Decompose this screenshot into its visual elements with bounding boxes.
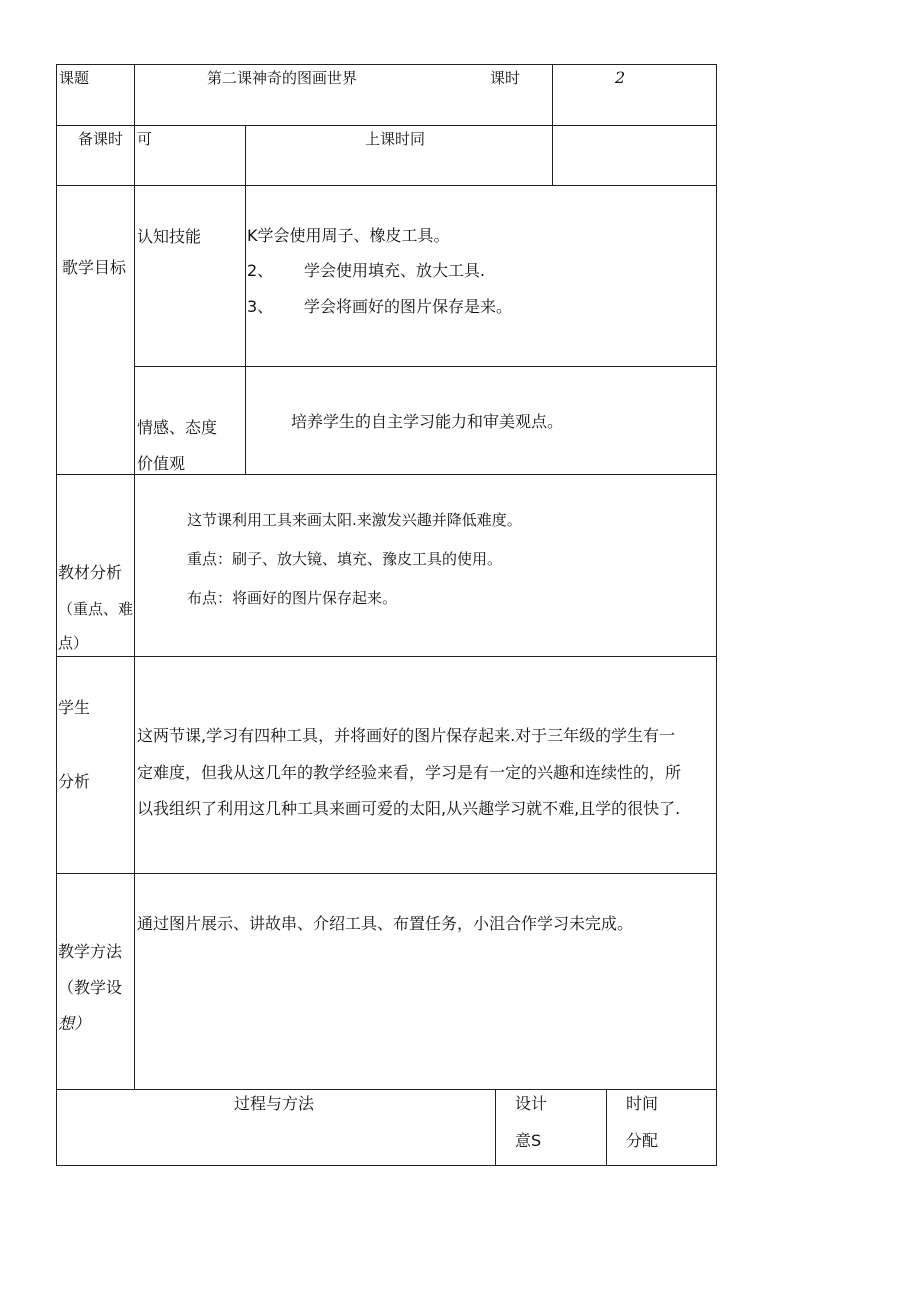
- cognitive-item-2-number: 2、: [247, 261, 274, 280]
- prep-time-value: 可: [137, 130, 153, 148]
- material-line-3: 布点：将画好的图片保存起来。: [187, 589, 398, 607]
- cognitive-item-1: K学会使用周子、橡皮工具。: [247, 226, 450, 245]
- method-label-2: （教学设: [58, 978, 123, 997]
- material-line-2: 重点：刷子、放大镜、填充、豫皮工具的使用。: [187, 550, 503, 568]
- material-label-3: 点）: [58, 634, 89, 652]
- student-line-1: 这两节课,学习有四种工具，并将画好的图片保存起来.对于三年级的学生有一: [137, 726, 676, 745]
- material-label-2: （重点、难: [58, 600, 134, 618]
- objectives-label: 歌学目标: [62, 258, 127, 277]
- method-label-1: 教学方法: [58, 942, 123, 961]
- time-label-1: 时间: [626, 1094, 659, 1113]
- student-line-2: 定难度，但我从这几年的教学经验来看，学习是有一定的兴趣和连续性的，所: [137, 763, 682, 782]
- material-line-1: 这节课利用工具来画太阳.来激发兴趣并降低难度。: [187, 511, 522, 529]
- attitude-label-1: 情感、态度: [137, 418, 218, 437]
- material-label-1: 教材分析: [58, 563, 123, 582]
- period-label: 课时: [490, 69, 521, 87]
- class-time-label: 上课时同: [365, 130, 426, 148]
- method-text: 通过图片展示、讲故串、介绍工具、布置任务，小沮合作学习未完成。: [137, 914, 634, 933]
- course-label: 课题: [59, 69, 90, 87]
- cognitive-item-3: 学会将画好的图片保存是来。: [304, 297, 513, 316]
- prep-time-label: 备课时: [78, 130, 124, 148]
- attitude-text: 培养学生的自主学习能力和审美观点。: [291, 412, 564, 431]
- course-title: 第二课神奇的图画世界: [207, 69, 358, 87]
- process-label: 过程与方法: [234, 1094, 315, 1113]
- student-label-2: 分析: [58, 772, 91, 791]
- period-value: 2: [615, 68, 626, 87]
- cognitive-item-2: 学会使用填充、放大工具.: [304, 261, 486, 280]
- cognitive-label: 认知技能: [137, 227, 202, 246]
- cognitive-item-3-number: 3、: [247, 297, 274, 316]
- student-label-1: 学生: [58, 698, 91, 717]
- time-label-2: 分配: [626, 1131, 659, 1150]
- design-label-2: 意S: [515, 1131, 542, 1150]
- design-label-1: 设计: [515, 1094, 548, 1113]
- student-line-3: 以我组织了利用这几种工具来画可爱的太阳,从兴趣学习就不难,且学的很快了.: [137, 799, 681, 818]
- method-label-3: 想）: [58, 1014, 91, 1033]
- attitude-label-2: 价值观: [137, 454, 186, 473]
